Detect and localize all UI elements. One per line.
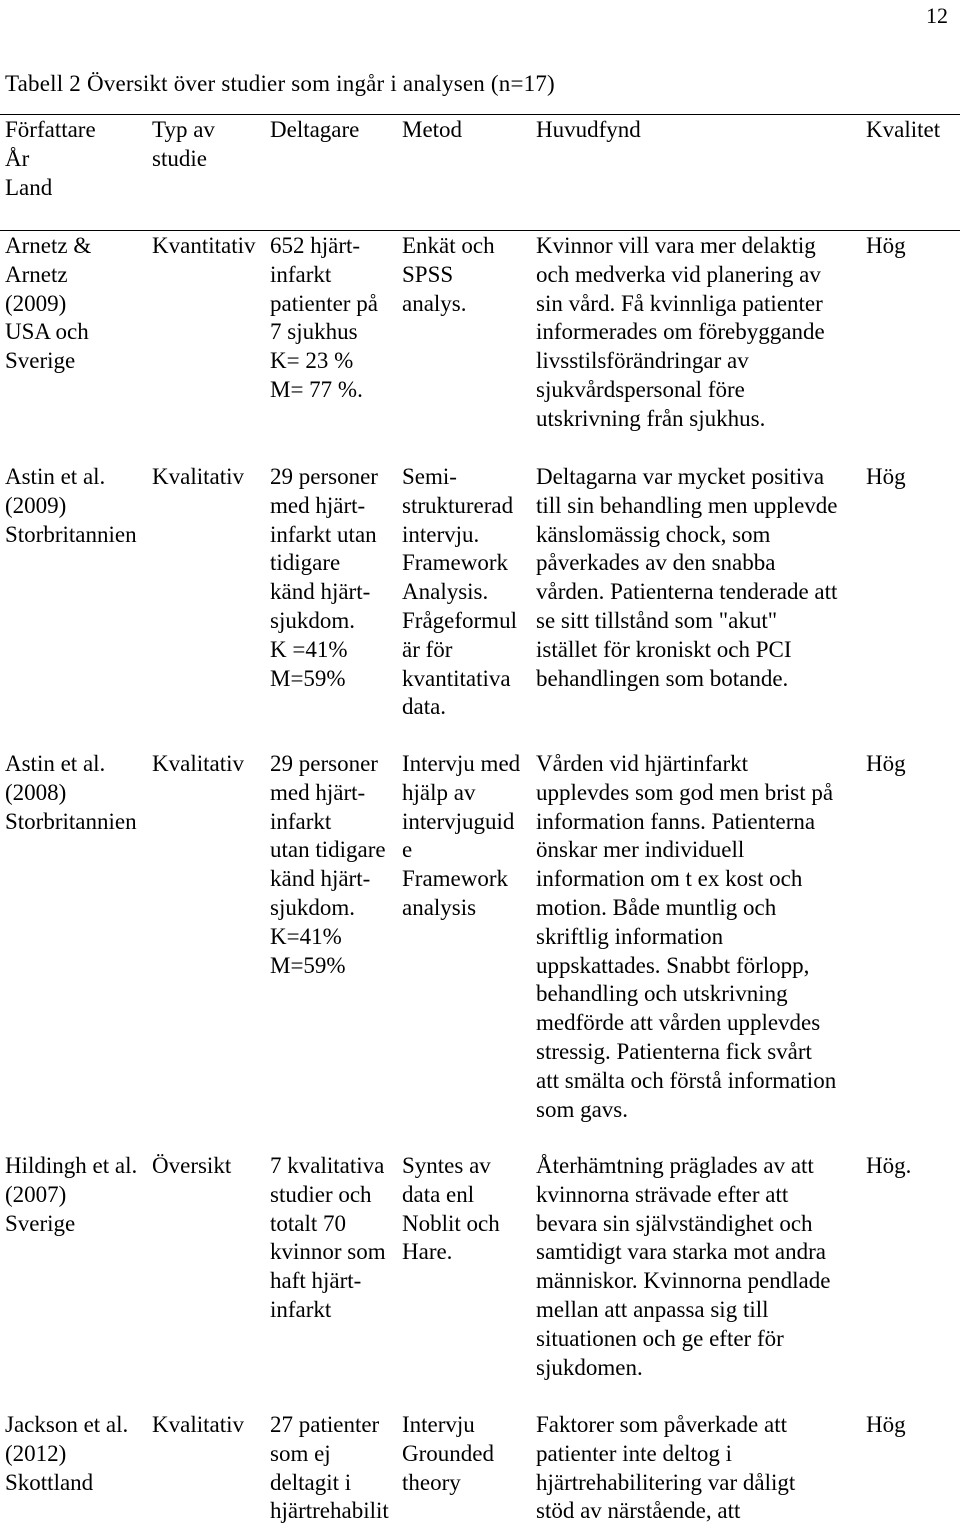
cell-author: Astin et al. (2009) Storbritannien — [5, 464, 137, 547]
cell-quality: Hög — [866, 751, 906, 776]
cell-quality: Hög — [866, 464, 906, 489]
header-participants: Deltagare — [270, 117, 360, 142]
cell-author: Jackson et al. (2012) Skottland — [5, 1412, 129, 1495]
table-caption: Tabell 2 Översikt över studier som ingår i analysen (n=17) — [5, 71, 555, 96]
cell-type: Kvantitativ — [152, 233, 256, 258]
cell-quality: Hög. — [866, 1153, 912, 1178]
header-type: Typ av studie — [152, 117, 215, 171]
cell-findings: Återhämtning präglades av att kvinnorna strävade efter att bevara sin självständighet och samtidigt vara starka mot andra människor. Kvinnorna pendlade mellan att anpassa sig till situationen och ge efter för sjukdomen. — [536, 1153, 831, 1380]
cell-findings: Deltagarna var mycket positiva till sin behandling men upplevde känslomässig chock, som påverkades av den snabba vården. Patienterna tenderade att se sitt tillstånd som "akut" istället för kroniskt och PCI behandlingen som botande. — [536, 464, 838, 691]
cell-participants: 29 personer med hjärt- infarkt utan tidigare känd hjärt- sjukdom. K=41% M=59% — [270, 751, 386, 978]
cell-method: Syntes av data enl Noblit och Hare. — [402, 1153, 500, 1265]
header-quality: Kvalitet — [866, 117, 941, 142]
cell-author: Arnetz & Arnetz (2009) USA och Sverige — [5, 233, 92, 374]
header-author: Författare År Land — [5, 117, 96, 200]
cell-method: Enkät och SPSS analys. — [402, 233, 495, 316]
header-findings: Huvudfynd — [536, 117, 641, 142]
cell-participants: 29 personer med hjärt- infarkt utan tidigare känd hjärt- sjukdom. K =41% M=59% — [270, 464, 378, 691]
cell-findings: Faktorer som påverkade att patienter inte deltog i hjärtrehabilitering var dåligt stöd av närstående, att — [536, 1412, 796, 1524]
cell-author: Hildingh et al. (2007) Sverige — [5, 1153, 138, 1236]
table-header-rule — [0, 230, 960, 231]
cell-participants: 27 patienter som ej deltagit i hjärtrehabilit — [270, 1412, 389, 1524]
table-top-rule — [0, 114, 960, 115]
page-number: 12 — [926, 3, 948, 28]
cell-quality: Hög — [866, 233, 906, 258]
cell-type: Översikt — [152, 1153, 232, 1178]
cell-type: Kvalitativ — [152, 751, 244, 776]
header-method: Metod — [402, 117, 463, 142]
cell-method: Semi- strukturerad intervju. Framework Analysis. Frågeformul är för kvantitativa data. — [402, 464, 517, 720]
cell-type: Kvalitativ — [152, 464, 244, 489]
cell-findings: Kvinnor vill vara mer delaktig och medverka vid planering av sin vård. Få kvinnliga patienter informerades om förebyggande livsstilsförändringar av sjukvårdspersonal före utskrivning från sjukhus. — [536, 233, 825, 431]
cell-participants: 7 kvalitativa studier och totalt 70 kvinnor som haft hjärt- infarkt — [270, 1153, 386, 1322]
cell-method: Intervju Grounded theory — [402, 1412, 494, 1495]
cell-participants: 652 hjärt- infarkt patienter på 7 sjukhus K= 23 % M= 77 %. — [270, 233, 378, 402]
cell-method: Intervju med hjälp av intervjuguid e Framework analysis — [402, 751, 521, 920]
cell-type: Kvalitativ — [152, 1412, 244, 1437]
cell-findings: Vården vid hjärtinfarkt upplevdes som god men brist på information fanns. Patienterna önskar mer individuell information om t ex kost och motion. Både muntlig och skriftlig information uppskattades. Snabbt förlopp, behandling och utskrivning medförde att vården upplevdes stressig. Patienterna fick svårt att smälta och förstå information som gavs. — [536, 751, 837, 1122]
cell-author: Astin et al. (2008) Storbritannien — [5, 751, 137, 834]
cell-quality: Hög — [866, 1412, 906, 1437]
